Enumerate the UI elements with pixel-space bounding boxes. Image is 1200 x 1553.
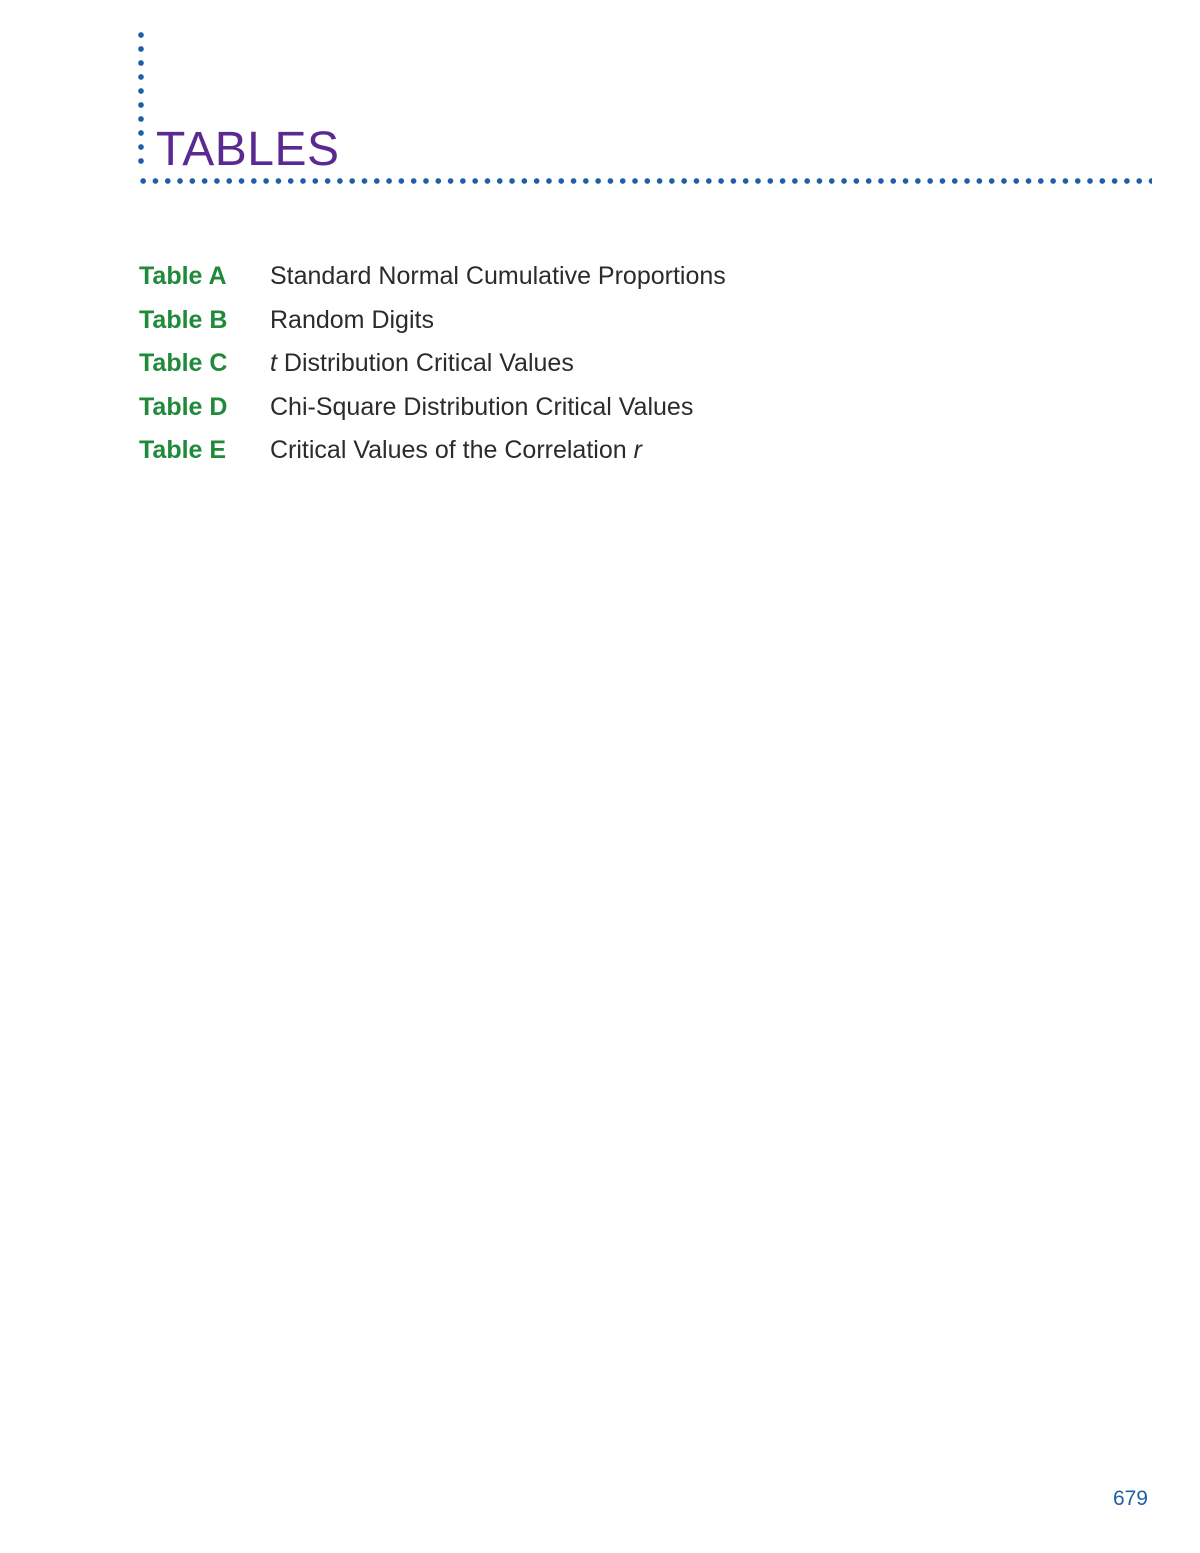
toc-item-table-a[interactable] (139, 256, 726, 300)
toc-label: Table B (139, 305, 228, 334)
toc-title: Critical Values of the Correlation r (270, 436, 642, 464)
page-title: TABLES (156, 123, 340, 176)
page-number: 679 (1112, 1487, 1148, 1510)
toc-item-table-c[interactable] (139, 343, 726, 387)
toc-item-table-b[interactable] (139, 300, 726, 344)
toc-label: Table C (139, 349, 228, 377)
table-of-contents (139, 256, 726, 474)
toc-title: Standard Normal Cumulative Proportions (270, 262, 726, 290)
toc-title: Chi-Square Distribution Critical Values (270, 392, 694, 421)
toc-label: Table E (139, 436, 227, 464)
toc-item-table-d[interactable] (139, 387, 726, 431)
toc-label: Table A (139, 262, 227, 290)
toc-label: Table D (139, 392, 228, 421)
toc-title: Random Digits (270, 305, 434, 334)
toc-item-table-e[interactable] (139, 430, 726, 474)
dotted-border-vertical (137, 28, 145, 168)
toc-title: t Distribution Critical Values (270, 349, 574, 377)
